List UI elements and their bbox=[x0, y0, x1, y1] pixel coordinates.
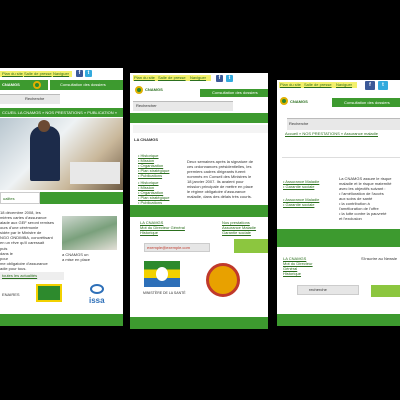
menu-plan[interactable]: • Plan stratégique bbox=[138, 195, 169, 200]
menu-historique[interactable]: • Historique bbox=[138, 153, 169, 158]
news-line: adie pour tous. bbox=[0, 266, 27, 271]
partners-label: ENAIRES bbox=[2, 292, 20, 297]
search-footer-label: recherche bbox=[309, 287, 327, 292]
facebook-icon[interactable]: f bbox=[216, 75, 223, 82]
body-line: avec les objectifs suivant : bbox=[339, 186, 386, 191]
body-line: premiers cadres dirigeants furent bbox=[187, 169, 246, 174]
divider-bar bbox=[277, 229, 400, 247]
search-label: Recherche bbox=[25, 96, 45, 101]
main-menu[interactable] bbox=[130, 113, 268, 123]
partner-logo-icon bbox=[36, 284, 62, 302]
body-text bbox=[187, 159, 253, 199]
body-line: • la contribution à bbox=[339, 201, 370, 206]
body-line: mission principale de mettre en place bbox=[187, 184, 254, 189]
section-title: LA CNAMGS bbox=[134, 137, 159, 142]
naviguer-link[interactable]: Naviguer bbox=[53, 71, 70, 76]
side-menu-a bbox=[283, 179, 319, 189]
facebook-icon[interactable]: f bbox=[76, 70, 83, 77]
news-line: NGO ONDIMBA, concrétisant bbox=[0, 235, 53, 240]
body-line: le régime obligatoire d'assurance bbox=[187, 189, 246, 194]
spacer bbox=[133, 125, 268, 133]
body-line: et l'exclusion bbox=[339, 216, 362, 221]
side-menu-a bbox=[138, 153, 169, 178]
page-screenshot-home bbox=[0, 68, 123, 326]
subscribe-block[interactable] bbox=[234, 239, 268, 253]
news-line: a mise en place bbox=[62, 257, 91, 262]
body-line: maladie, dans des délais très courts. bbox=[187, 194, 252, 199]
cnamgs-logo-icon bbox=[33, 81, 41, 89]
salle-de-presse-link[interactable]: Salle de presse bbox=[158, 75, 186, 80]
email-placeholder: exemple@exemple.com bbox=[147, 245, 190, 250]
breadcrumb[interactable]: Accueil » NOS PRESTATIONS » Assurance maladie bbox=[285, 131, 378, 136]
naviguer-link[interactable]: Naviguer bbox=[336, 82, 353, 87]
side-menu-b bbox=[138, 180, 169, 205]
body-text bbox=[339, 176, 391, 221]
menu-mission[interactable]: • Mission bbox=[138, 185, 169, 190]
naviguer-link[interactable]: Naviguer bbox=[190, 75, 207, 80]
menu-mission[interactable]: • Mission bbox=[138, 158, 169, 163]
footer-assurance-maladie[interactable]: Assurance Maladie bbox=[222, 225, 257, 230]
news-line: a CNAMGS un bbox=[62, 252, 89, 257]
menu-publications[interactable]: • Publications bbox=[138, 200, 169, 205]
plan-du-site-link[interactable]: Plan du site bbox=[134, 75, 155, 80]
news-line: pour bbox=[0, 256, 9, 261]
page-screenshot-la-cnamgs bbox=[130, 73, 268, 329]
footer-bar bbox=[277, 314, 400, 326]
cnamgs-logo-icon bbox=[135, 86, 143, 94]
main-menu-items[interactable]: CCUEIL LA CNAMGS » NOS PRESTATIONS » PUBLICATION » bbox=[2, 110, 117, 115]
brand-name: CNAMGS bbox=[145, 87, 163, 92]
news-text-c bbox=[0, 246, 60, 271]
body-line: La CNAMGS assure le risque bbox=[339, 176, 392, 181]
search-label: Recherche bbox=[289, 121, 309, 126]
news-line: puis bbox=[0, 246, 8, 251]
body-line: nommés en Conseil des Ministres le bbox=[187, 174, 252, 179]
footer-links bbox=[283, 256, 313, 276]
newsletter-label: S'inscrire au Newsle bbox=[361, 256, 398, 261]
issa-label: issa bbox=[89, 296, 105, 305]
news-text-b bbox=[62, 252, 122, 262]
menu-organisation[interactable]: • Organisation bbox=[138, 190, 169, 195]
page-heading-area bbox=[282, 148, 400, 158]
search-label: Rechercher bbox=[136, 103, 157, 108]
news-line: alade aux GEF seront remises bbox=[0, 220, 55, 225]
news-line: sidée par le Ministre de bbox=[0, 230, 42, 235]
body-line: ces ordonnances présidentielles, les bbox=[187, 164, 252, 169]
menu-assurance-maladie[interactable]: • Assurance Maladie bbox=[283, 197, 319, 202]
twitter-icon[interactable]: t bbox=[226, 75, 233, 82]
ministry-crest-icon bbox=[156, 267, 168, 281]
person-figure bbox=[30, 126, 60, 181]
partner-seal-icon bbox=[206, 263, 240, 297]
menu-assurance-maladie[interactable]: • Assurance Maladie bbox=[283, 179, 319, 184]
twitter-icon[interactable]: t bbox=[85, 70, 92, 77]
brand-name: CNAMGS bbox=[290, 99, 308, 104]
body-line: 18 janvier 2007. Ils avaient pour bbox=[187, 179, 244, 184]
footer-garantie-sociale[interactable]: Garantie sociale bbox=[222, 230, 251, 235]
footer-links-left bbox=[140, 220, 185, 235]
news-line: me obligatoire d'assurance bbox=[0, 261, 48, 266]
footer-la-cnamgs[interactable]: LA CNAMGS bbox=[283, 256, 307, 261]
footer-historique[interactable]: Historique bbox=[140, 230, 159, 235]
footer-mot-directeur[interactable]: Mot du Directeur bbox=[283, 261, 313, 266]
footer-la-cnamgs[interactable]: LA CNAMGS bbox=[140, 220, 164, 225]
consult-link[interactable]: Consultation des dossiers bbox=[344, 100, 390, 105]
consult-link[interactable]: Consultation des dossiers bbox=[212, 90, 258, 95]
hero-photo bbox=[0, 118, 123, 190]
news-title: ualites bbox=[3, 196, 15, 201]
menu-publications[interactable]: • Publications bbox=[138, 173, 169, 178]
footer-mot-directeur[interactable]: Mot du Directeur Général bbox=[140, 225, 185, 230]
body-line: • la lutte contre la pauvreté bbox=[339, 211, 387, 216]
cnamgs-logo-icon bbox=[280, 97, 288, 105]
issa-logo-icon bbox=[90, 284, 104, 294]
ministry-label: MINISTÈRE DE LA SANTÉ bbox=[143, 291, 186, 295]
body-line: • l'amélioration de l'accès bbox=[339, 191, 384, 196]
salle-de-presse-link[interactable]: Salle de presse bbox=[304, 82, 332, 87]
menu-garantie-sociale[interactable]: • Garantie sociale bbox=[283, 202, 319, 207]
menu-organisation[interactable]: • Organisation bbox=[138, 163, 169, 168]
body-line: aux soins de santé bbox=[339, 196, 373, 201]
search-field-footer[interactable] bbox=[297, 285, 359, 295]
menu-historique[interactable]: • Historique bbox=[138, 180, 169, 185]
footer-general[interactable]: Général bbox=[283, 266, 298, 271]
body-line: Deux semaines après la signature de bbox=[187, 159, 254, 164]
salle-de-presse-link[interactable]: Salle de presse bbox=[24, 71, 52, 76]
hospital-bed bbox=[70, 162, 120, 184]
footer-bar bbox=[130, 317, 268, 329]
body-line: maladie et le risque maternité bbox=[339, 181, 392, 186]
news-text bbox=[0, 210, 60, 245]
divider-bar bbox=[130, 205, 268, 217]
plan-du-site-link[interactable]: Plan du site bbox=[2, 71, 23, 76]
news-line: 18 décembre 2008, les bbox=[0, 210, 41, 215]
news-photo bbox=[62, 216, 117, 250]
news-line: dans le bbox=[0, 251, 13, 256]
news-line: en un rêve qu'il caressait bbox=[0, 240, 45, 245]
news-line: ours d'une cérémonie bbox=[0, 225, 39, 230]
side-menu-b bbox=[283, 197, 319, 207]
subscribe-block[interactable] bbox=[371, 285, 400, 297]
person-head bbox=[38, 120, 50, 132]
facebook-icon[interactable]: f bbox=[365, 81, 375, 90]
twitter-icon[interactable]: t bbox=[378, 81, 388, 90]
body-line: l'amélioration de l'offre bbox=[339, 206, 379, 211]
menu-plan[interactable]: • Plan stratégique bbox=[138, 168, 169, 173]
consult-link[interactable]: Consultation des dossiers bbox=[60, 82, 106, 87]
menu-garantie-sociale[interactable]: • Garantie sociale bbox=[283, 184, 319, 189]
footer-nos-prestations[interactable]: Nos prestations bbox=[222, 220, 250, 225]
footer-bar bbox=[0, 314, 123, 326]
footer-links-right bbox=[222, 220, 256, 235]
brand-name: CNAMGS bbox=[2, 82, 20, 87]
page-screenshot-assurance-maladie bbox=[277, 80, 400, 326]
footer-historique[interactable]: Historique bbox=[283, 271, 302, 276]
all-news-link[interactable]: toutes les actualités bbox=[2, 273, 38, 278]
plan-du-site-link[interactable]: Plan du site bbox=[280, 82, 301, 87]
news-line: mières cartes d'assurance bbox=[0, 215, 47, 220]
